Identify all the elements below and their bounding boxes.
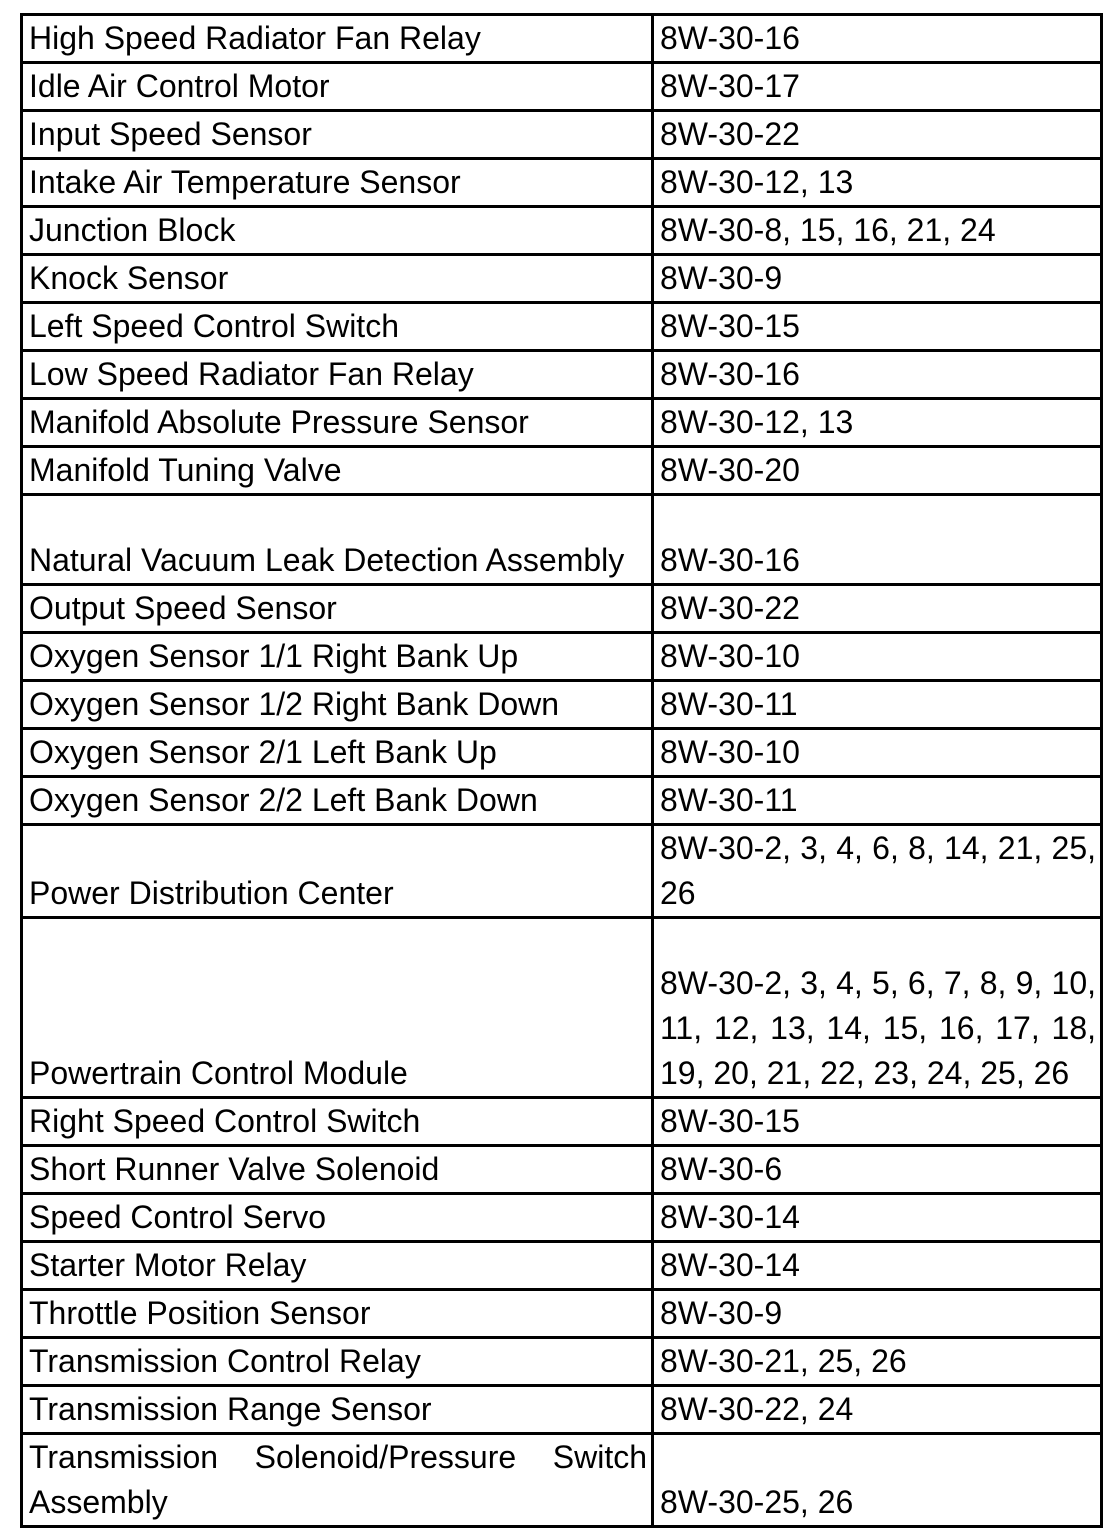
component-name: Starter Motor Relay bbox=[22, 1242, 653, 1290]
component-name: Manifold Absolute Pressure Sensor bbox=[22, 399, 653, 447]
table-row bbox=[22, 918, 1102, 1098]
page-reference: 8W-30-11 bbox=[653, 777, 1102, 825]
component-name: Transmission Solenoid/Pressure Switch Assembly bbox=[22, 1434, 653, 1527]
page-reference: 8W-30-25, 26 bbox=[653, 1434, 1102, 1527]
page-reference: 8W-30-14 bbox=[653, 1242, 1102, 1290]
table-row bbox=[22, 1242, 1102, 1290]
page-reference: 8W-30-16 bbox=[653, 495, 1102, 585]
component-name: Natural Vacuum Leak Detection Assembly bbox=[22, 495, 653, 585]
component-name: Oxygen Sensor 1/1 Right Bank Up bbox=[22, 633, 653, 681]
page-reference: 8W-30-21, 25, 26 bbox=[653, 1338, 1102, 1386]
table-row bbox=[22, 1146, 1102, 1194]
page-reference: 8W-30-2, 3, 4, 5, 6, 7, 8, 9, 10, 11, 12, 13, 14, 15, 16, 17, 18, 19, 20, 21, 22, 23, 24, 25, 26 bbox=[653, 918, 1102, 1098]
component-name: High Speed Radiator Fan Relay bbox=[22, 15, 653, 63]
page-reference: 8W-30-22 bbox=[653, 111, 1102, 159]
table-row bbox=[22, 1386, 1102, 1434]
component-name: Speed Control Servo bbox=[22, 1194, 653, 1242]
component-name: Short Runner Valve Solenoid bbox=[22, 1146, 653, 1194]
page-reference: 8W-30-16 bbox=[653, 351, 1102, 399]
table-row bbox=[22, 303, 1102, 351]
table-row bbox=[22, 15, 1102, 63]
component-name: Power Distribution Center bbox=[22, 825, 653, 918]
table-row bbox=[22, 1194, 1102, 1242]
component-name: Junction Block bbox=[22, 207, 653, 255]
page-reference: 8W-30-9 bbox=[653, 255, 1102, 303]
table-row bbox=[22, 729, 1102, 777]
component-name: Transmission Control Relay bbox=[22, 1338, 653, 1386]
table-row bbox=[22, 825, 1102, 918]
table-row bbox=[22, 159, 1102, 207]
table-row bbox=[22, 447, 1102, 495]
page-reference: 8W-30-10 bbox=[653, 729, 1102, 777]
page-reference: 8W-30-15 bbox=[653, 1098, 1102, 1146]
component-name: Output Speed Sensor bbox=[22, 585, 653, 633]
page-reference: 8W-30-22, 24 bbox=[653, 1386, 1102, 1434]
page-reference: 8W-30-9 bbox=[653, 1290, 1102, 1338]
table-row bbox=[22, 399, 1102, 447]
table-row bbox=[22, 111, 1102, 159]
component-name: Left Speed Control Switch bbox=[22, 303, 653, 351]
page-reference: 8W-30-12, 13 bbox=[653, 399, 1102, 447]
table-row bbox=[22, 1434, 1102, 1527]
component-index-table bbox=[20, 13, 1103, 1528]
page-reference: 8W-30-11 bbox=[653, 681, 1102, 729]
table-row bbox=[22, 351, 1102, 399]
component-name: Oxygen Sensor 2/1 Left Bank Up bbox=[22, 729, 653, 777]
page-reference: 8W-30-12, 13 bbox=[653, 159, 1102, 207]
page-reference: 8W-30-16 bbox=[653, 15, 1102, 63]
component-name: Transmission Range Sensor bbox=[22, 1386, 653, 1434]
page-reference: 8W-30-20 bbox=[653, 447, 1102, 495]
table-row bbox=[22, 207, 1102, 255]
table-row bbox=[22, 777, 1102, 825]
table-row bbox=[22, 1338, 1102, 1386]
page-reference: 8W-30-8, 15, 16, 21, 24 bbox=[653, 207, 1102, 255]
component-name: Oxygen Sensor 1/2 Right Bank Down bbox=[22, 681, 653, 729]
table-row bbox=[22, 1098, 1102, 1146]
component-name: Throttle Position Sensor bbox=[22, 1290, 653, 1338]
page-reference: 8W-30-2, 3, 4, 6, 8, 14, 21, 25, 26 bbox=[653, 825, 1102, 918]
component-name: Oxygen Sensor 2/2 Left Bank Down bbox=[22, 777, 653, 825]
table-row bbox=[22, 681, 1102, 729]
component-name: Intake Air Temperature Sensor bbox=[22, 159, 653, 207]
page-reference: 8W-30-17 bbox=[653, 63, 1102, 111]
page-reference: 8W-30-15 bbox=[653, 303, 1102, 351]
table-row bbox=[22, 63, 1102, 111]
component-name: Knock Sensor bbox=[22, 255, 653, 303]
page-reference: 8W-30-6 bbox=[653, 1146, 1102, 1194]
component-name: Powertrain Control Module bbox=[22, 918, 653, 1098]
component-name: Manifold Tuning Valve bbox=[22, 447, 653, 495]
table-row bbox=[22, 1290, 1102, 1338]
page-reference: 8W-30-22 bbox=[653, 585, 1102, 633]
component-name: Input Speed Sensor bbox=[22, 111, 653, 159]
table-row bbox=[22, 495, 1102, 585]
page-reference: 8W-30-10 bbox=[653, 633, 1102, 681]
table-row bbox=[22, 585, 1102, 633]
table-row bbox=[22, 633, 1102, 681]
component-name: Idle Air Control Motor bbox=[22, 63, 653, 111]
component-name: Low Speed Radiator Fan Relay bbox=[22, 351, 653, 399]
page-reference: 8W-30-14 bbox=[653, 1194, 1102, 1242]
component-name: Right Speed Control Switch bbox=[22, 1098, 653, 1146]
table-row bbox=[22, 255, 1102, 303]
